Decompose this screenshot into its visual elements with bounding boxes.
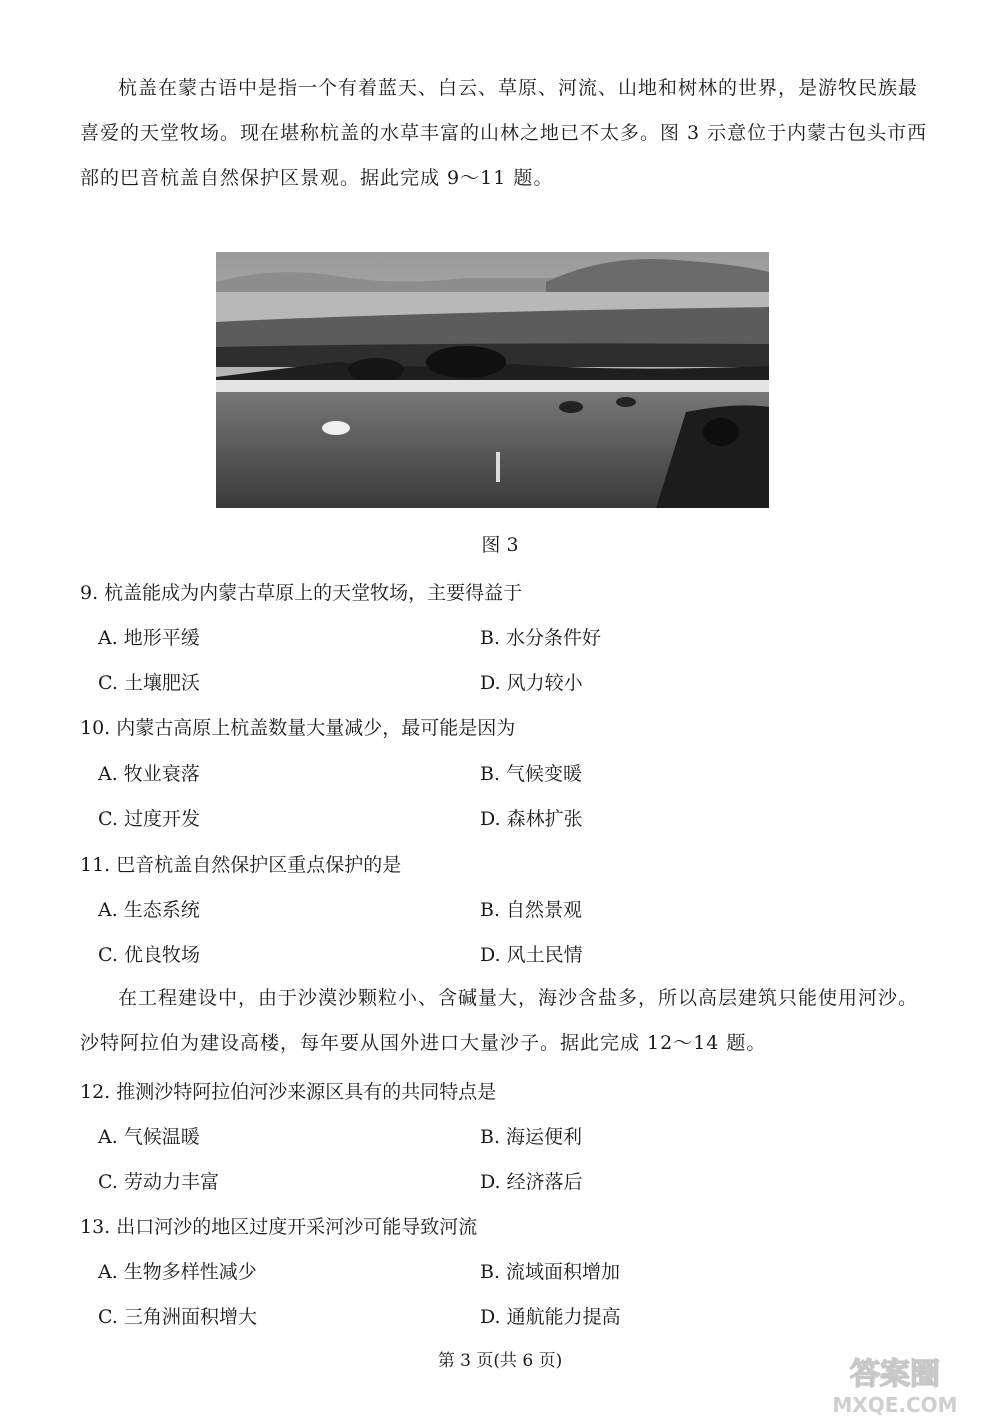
question-10-option-c: C. 过度开发 (98, 808, 200, 830)
question-13-option-b: B. 流域面积增加 (480, 1261, 621, 1283)
question-10-option-b: B. 气候变暖 (480, 763, 583, 785)
question-13-stem: 13. 出口河沙的地区过度开采河沙可能导致河流 (80, 1216, 478, 1238)
question-9-stem: 9. 杭盖能成为内蒙古草原上的天堂牧场，主要得益于 (80, 582, 523, 604)
question-9-option-c: C. 土壤肥沃 (98, 672, 200, 694)
question-13-option-c: C. 三角洲面积增大 (98, 1306, 257, 1328)
question-10-stem: 10. 内蒙古高原上杭盖数量大量减少，最可能是因为 (80, 717, 516, 739)
question-11-option-b: B. 自然景观 (480, 899, 583, 921)
question-11-option-d: D. 风土民情 (480, 944, 583, 966)
question-10-option-a: A. 牧业衰落 (98, 763, 200, 785)
figure-caption: 图 3 (481, 534, 519, 556)
question-12-option-c: C. 劳动力丰富 (98, 1171, 219, 1193)
question-11-option-a: A. 生态系统 (98, 899, 200, 921)
question-13-option-a: A. 生物多样性减少 (98, 1261, 257, 1283)
intro-paragraph-2: 在工程建设中，由于沙漠沙颗粒小、含碱量大，海沙含盐多，所以高层建筑只能使用河沙。沙特阿拉伯为建设高楼，每年要从国外进口大量沙子。据此完成 12～14 题。 (80, 987, 919, 1054)
question-11-option-c: C. 优良牧场 (98, 944, 200, 966)
svg-text:MXQE.COM: MXQE.COM (832, 1393, 958, 1417)
question-10-option-d: D. 森林扩张 (480, 808, 583, 830)
question-12-option-d: D. 经济落后 (480, 1171, 583, 1193)
page-footer: 第 3 页(共 6 页) (437, 1351, 563, 1371)
question-12-stem: 12. 推测沙特阿拉伯河沙来源区具有的共同特点是 (80, 1081, 497, 1103)
question-12-option-a: A. 气候温暖 (98, 1126, 200, 1148)
intro-paragraph-1: 杭盖在蒙古语中是指一个有着蓝天、白云、草原、河流、山地和树林的世界，是游牧民族最喜爱的天堂牧场。现在堪称杭盖的水草丰富的山林之地已不太多。图 3 示意位于内蒙古包头市西部的巴音杭盖自然保护区景观。据此完成 9～11 题。 (80, 77, 928, 189)
question-9-option-d: D. 风力较小 (480, 672, 583, 694)
question-11-stem: 11. 巴音杭盖自然保护区重点保护的是 (80, 854, 402, 876)
question-12-option-b: B. 海运便利 (480, 1126, 583, 1148)
question-9-option-b: B. 水分条件好 (480, 627, 602, 649)
grassland-landscape-photo (216, 252, 769, 508)
question-13-option-d: D. 通航能力提高 (480, 1306, 621, 1328)
watermark-logo (800, 1350, 990, 1420)
question-9-option-a: A. 地形平缓 (98, 627, 200, 649)
svg-text:答案圈: 答案圈 (850, 1357, 940, 1392)
